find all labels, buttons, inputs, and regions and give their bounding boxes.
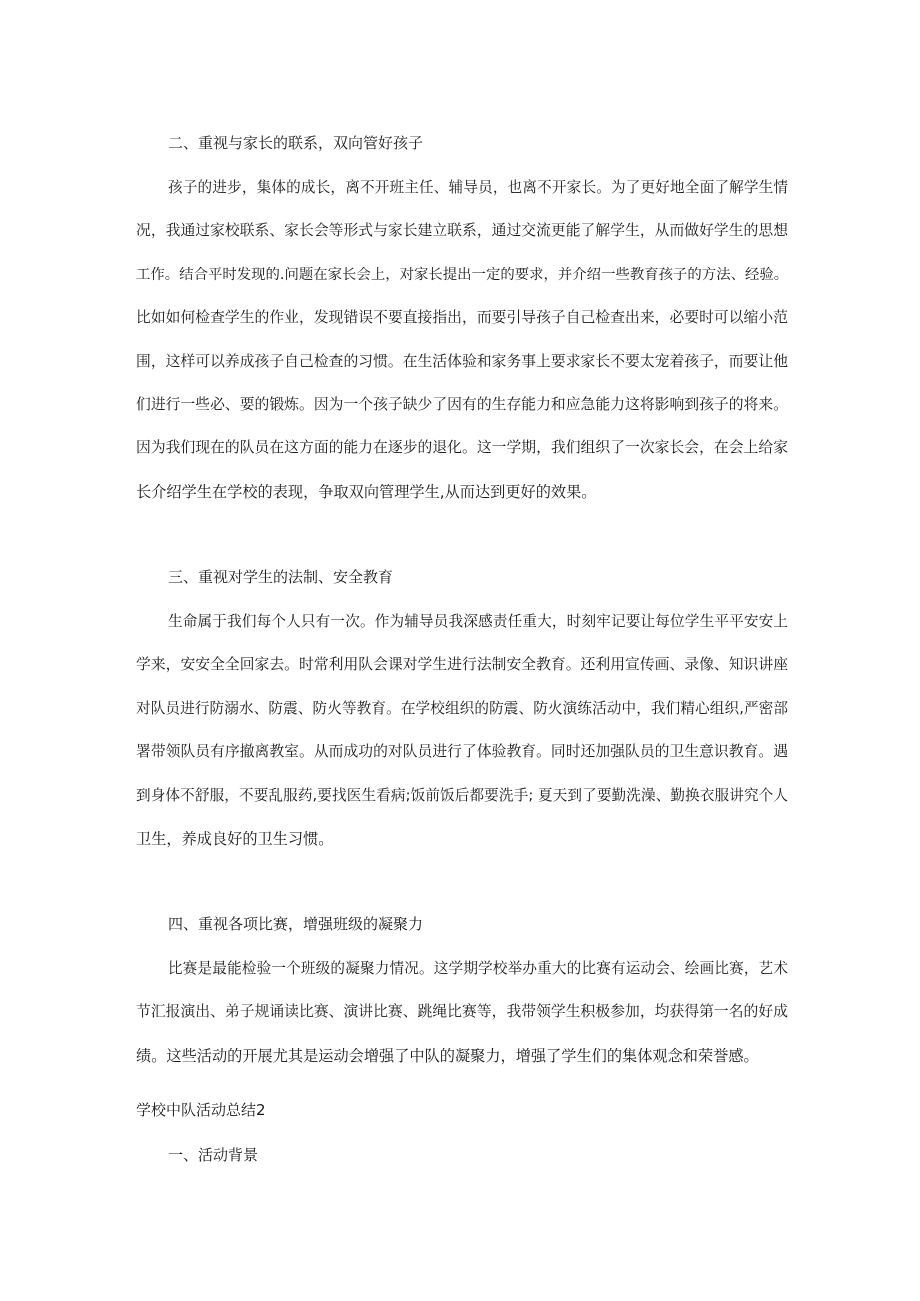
section-heading: 三、重视对学生的法制、安全教育 — [168, 568, 394, 586]
document-title: 学校中队活动总结2 — [136, 1101, 266, 1119]
paragraph-line: 署带领队员有序撤离教室。从而成功的对队员进行了体验教育。同时还加强队员的卫生意识教育。遇 — [136, 743, 788, 761]
paragraph-line: 绩。这些活动的开展尤其是运动会增强了中队的凝聚力，增强了学生们的集体观念和荣誉感。 — [136, 1046, 759, 1065]
paragraph — [136, 177, 788, 524]
paragraph-line: 孩子的进步，集体的成长，离不开班主任、辅导员，也离不开家长。为了更好地全面了解学生情 — [168, 179, 788, 196]
paragraph-line: 围，这样可以养成孩子自己检查的习惯。在生活体验和家务事上要求家长不要太宠着孩子，而要让他 — [136, 352, 788, 370]
paragraph-line: 到身体不舒服，不要乱服药,要找医生看病;饭前饭后都要洗手; 夏天到了要勤洗澡、勤换衣服讲究个人 — [136, 786, 788, 804]
paragraph-line: 卫生，养成良好的卫生习惯。 — [136, 829, 334, 848]
paragraph-line: 比如如何检查学生的作业，发现错误不要直接指出，而要引导孩子自己检查出来，必要时可以缩小范 — [136, 309, 788, 327]
paragraph-line: 对队员进行防溺水、防震、防火等教育。在学校组织的防震、防火演练活动中，我们精心组织,严密部 — [136, 699, 788, 717]
paragraph-line: 因为我们现在的队员在这方面的能力在逐步的退化。这一学期，我们组织了一次家长会，在会上给家 — [136, 439, 788, 457]
paragraph-line: 工作。结合平时发现的.问题在家长会上，对家长提出一定的要求，并介绍一些教育孩子的方法、经验。 — [136, 266, 789, 283]
paragraph-line: 学来，安安全全回家去。时常利用队会课对学生进行法制安全教育。还利用宣传画、录像、知识讲座 — [136, 656, 788, 674]
paragraph-line: 节汇报演出、弟子规诵读比赛、演讲比赛、跳绳比赛等，我带领学生积极参加，均获得第一名的好成 — [136, 1003, 788, 1021]
paragraph — [136, 611, 788, 871]
paragraph-line: 况，我通过家校联系、家长会等形式与家长建立联系，通过交流更能了解学生，从而做好学生的思想 — [136, 222, 788, 240]
paragraph — [136, 958, 788, 1088]
paragraph-line: 生命属于我们每个人只有一次。作为辅导员我深感责任重大，时刻牢记要让每位学生平平安安上 — [168, 613, 788, 630]
paragraph-line: 长介绍学生在学校的表现，争取双向管理学生,从而达到更好的效果。 — [136, 482, 597, 501]
section-heading: 二、重视与家长的联系，双向管好孩子 — [168, 134, 424, 152]
section-heading: 四、重视各项比赛，增强班级的凝聚力 — [168, 915, 424, 933]
paragraph-line: 比赛是最能检验一个班级的凝聚力情况。这学期学校举办重大的比赛有运动会、绘画比赛，艺术 — [168, 960, 788, 977]
section-heading: 一、活动背景 — [168, 1146, 259, 1164]
paragraph-line: 们进行一些必、要的锻炼。因为一个孩子缺少了因有的生存能力和应急能力这将影响到孩子的将来。 — [136, 395, 788, 413]
